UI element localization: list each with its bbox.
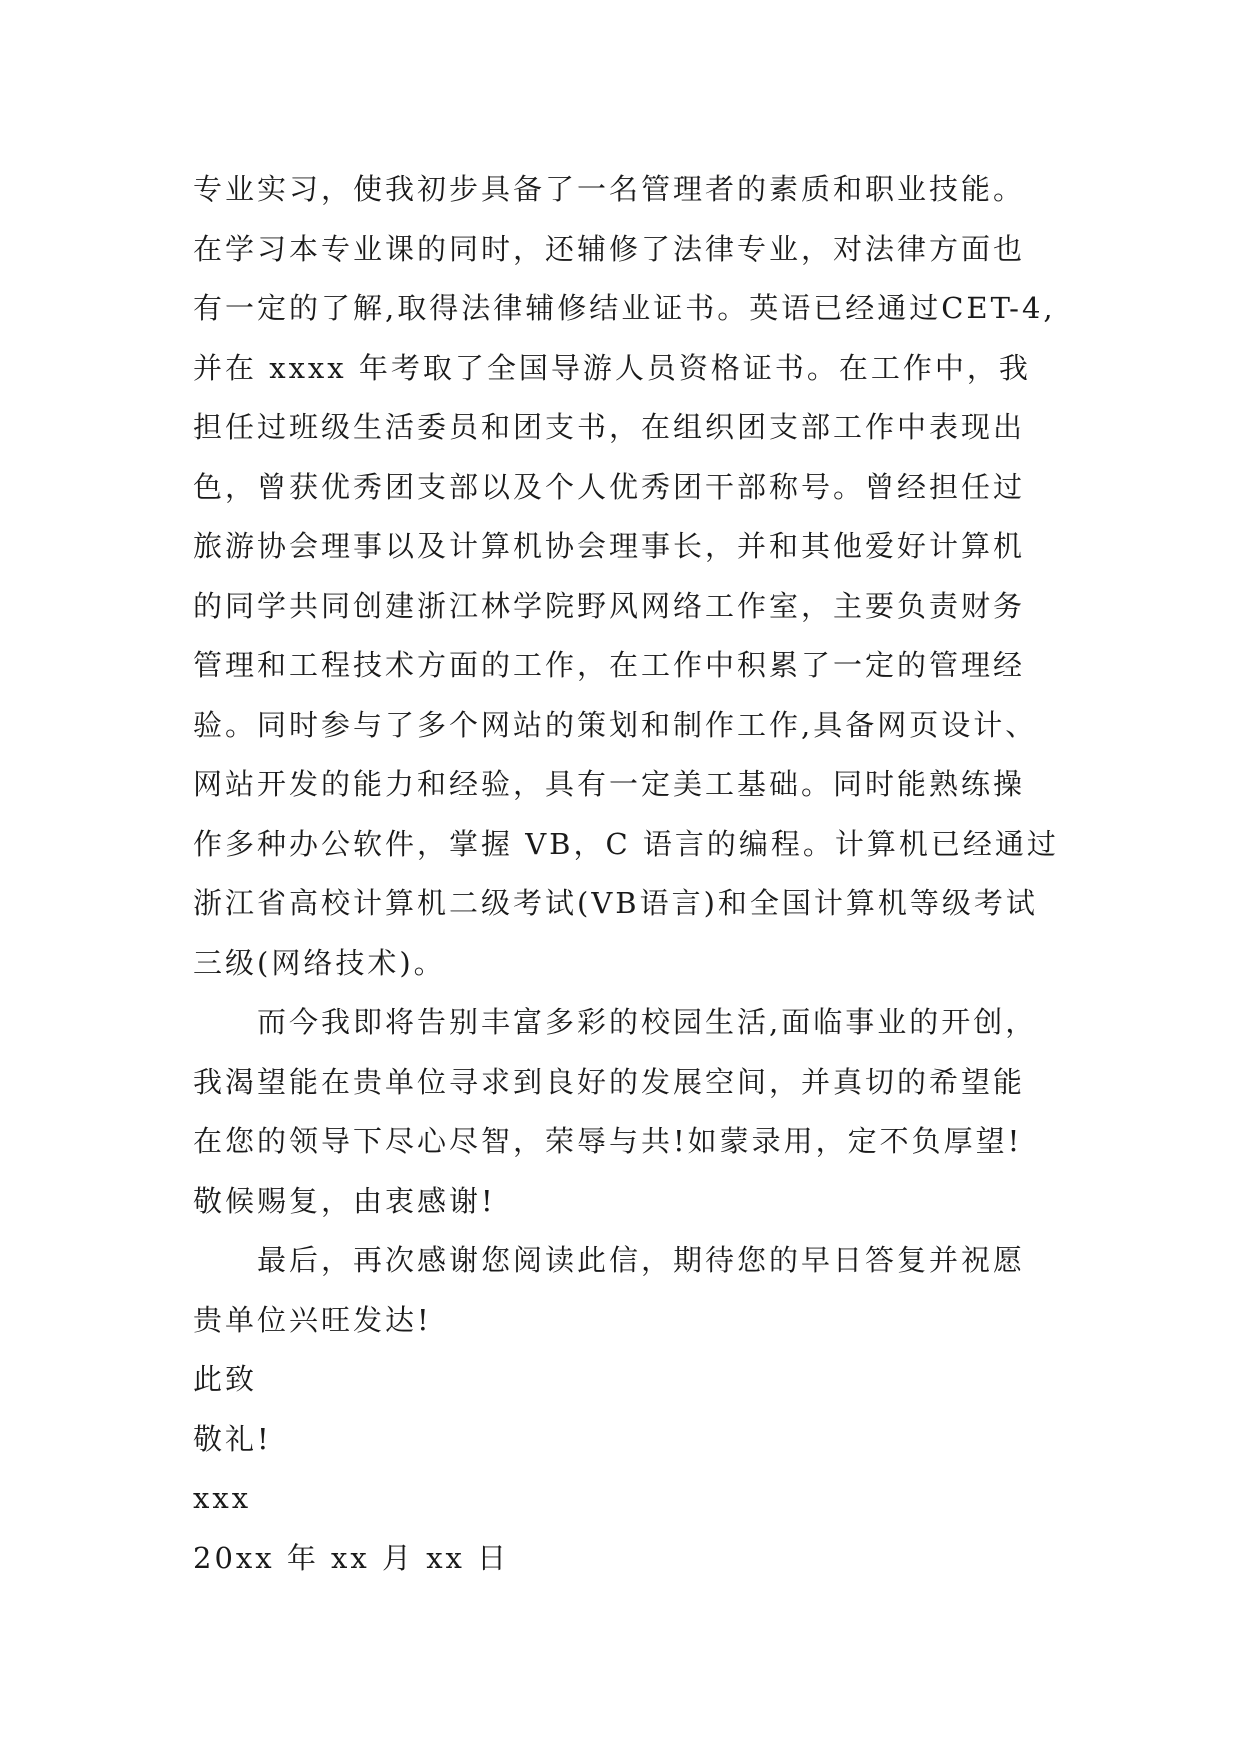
text-line: 作多种办公软件，掌握 VB，C 语言的编程。计算机已经通过 (193, 826, 1059, 861)
text-line: 贵单位兴旺发达! (193, 1302, 432, 1337)
letter-body (193, 160, 1073, 1588)
text-line: 专业实习，使我初步具备了一名管理者的素质和职业技能。 (193, 172, 1026, 206)
regards: 敬礼! (193, 1421, 272, 1456)
salutation: 此致 (193, 1362, 258, 1396)
text-line: 浙江省高校计算机二级考试(VB语言)和全国计算机等级考试 (193, 886, 1038, 920)
signature: xxx (193, 1481, 252, 1515)
paragraph-1 (193, 160, 1073, 993)
text-line: 色，曾获优秀团支部以及个人优秀团干部称号。曾经担任过 (193, 469, 1026, 504)
text-line: 网站开发的能力和经验，具有一定美工基础。同时能熟练操 (193, 767, 1026, 801)
closing-block (193, 1350, 1073, 1588)
text-line: 敬候赐复，由衷感谢! (193, 1183, 496, 1218)
text-line: 最后，再次感谢您阅读此信，期待您的早日答复并祝愿 (257, 1243, 1026, 1277)
text-line: 的同学共同创建浙江林学院野风网络工作室，主要负责财务 (193, 588, 1026, 623)
text-line: 有一定的了解,取得法律辅修结业证书。英语已经通过CET-4, (193, 291, 1056, 325)
text-line: 而今我即将告别丰富多彩的校园生活,面临事业的开创， (257, 1005, 1038, 1039)
text-line: 我渴望能在贵单位寻求到良好的发展空间，并真切的希望能 (193, 1064, 1026, 1099)
text-line: 管理和工程技术方面的工作，在工作中积累了一定的管理经 (193, 648, 1026, 682)
text-line: 旅游协会理事以及计算机协会理事长，并和其他爱好计算机 (193, 529, 1026, 563)
paragraph-3 (193, 1231, 1073, 1350)
text-line: 三级(网络技术)。 (193, 945, 446, 980)
paragraph-2 (193, 993, 1073, 1231)
text-line: 并在 xxxx 年考取了全国导游人员资格证书。在工作中，我 (193, 350, 1031, 385)
text-line: 验。同时参与了多个网站的策划和制作工作,具备网页设计、 (193, 707, 1038, 742)
date: 20xx 年 xx 月 xx 日 (193, 1540, 510, 1575)
text-line: 担任过班级生活委员和团支书，在组织团支部工作中表现出 (193, 410, 1026, 444)
text-line: 在您的领导下尽心尽智，荣辱与共!如蒙录用，定不负厚望! (193, 1124, 1023, 1158)
text-line: 在学习本专业课的同时，还辅修了法律专业，对法律方面也 (193, 231, 1026, 266)
